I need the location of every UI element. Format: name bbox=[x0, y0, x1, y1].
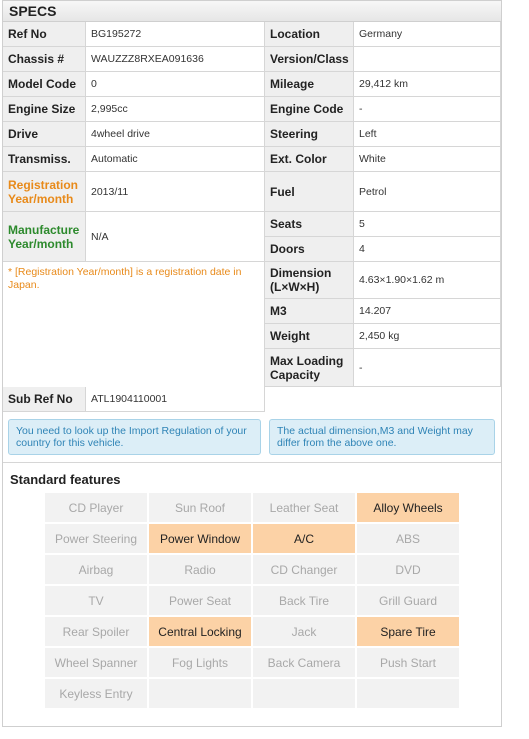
mileage-value: 29,412 km bbox=[354, 72, 501, 97]
registration-note: * [Registration Year/month] is a registration date in Japan. bbox=[3, 262, 265, 387]
fuel-label: Fuel bbox=[265, 172, 354, 212]
doors-label: Doors bbox=[265, 237, 354, 262]
weight-label: Weight bbox=[265, 324, 354, 349]
registration-value: 2013/11 bbox=[86, 172, 265, 212]
transmission-value: Automatic bbox=[86, 147, 265, 172]
steering-label: Steering bbox=[265, 122, 354, 147]
engine-size-label: Engine Size bbox=[3, 97, 86, 122]
version-class-label: Version/Class bbox=[265, 47, 354, 72]
version-class-value bbox=[354, 47, 501, 72]
feature-item: CD Changer bbox=[252, 554, 356, 585]
feature-item: CD Player bbox=[44, 492, 148, 523]
features-title: Standard features bbox=[10, 472, 121, 487]
location-value: Germany bbox=[354, 22, 501, 47]
feature-item: Power Seat bbox=[148, 585, 252, 616]
manufacture-label: Manufacture Year/month bbox=[3, 212, 86, 262]
seats-label: Seats bbox=[265, 212, 354, 237]
mileage-label: Mileage bbox=[265, 72, 354, 97]
chassis-label: Chassis # bbox=[3, 47, 86, 72]
model-code-label: Model Code bbox=[3, 72, 86, 97]
m3-value: 14.207 bbox=[354, 299, 501, 324]
feature-item: A/C bbox=[252, 523, 356, 554]
ref-no-label: Ref No bbox=[3, 22, 86, 47]
fuel-value: Petrol bbox=[354, 172, 501, 212]
feature-item: Rear Spoiler bbox=[44, 616, 148, 647]
feature-item: Grill Guard bbox=[356, 585, 460, 616]
feature-item: Alloy Wheels bbox=[356, 492, 460, 523]
drive-value: 4wheel drive bbox=[86, 122, 265, 147]
engine-code-label: Engine Code bbox=[265, 97, 354, 122]
ext-color-value: White bbox=[354, 147, 501, 172]
max-loading-label: Max Loading Capacity bbox=[265, 349, 354, 387]
feature-item bbox=[148, 678, 252, 709]
feature-item: Power Steering bbox=[44, 523, 148, 554]
dimension-label: Dimension (L×W×H) bbox=[265, 262, 354, 299]
feature-item: Fog Lights bbox=[148, 647, 252, 678]
drive-label: Drive bbox=[3, 122, 86, 147]
feature-item: Push Start bbox=[356, 647, 460, 678]
feature-item: Sun Roof bbox=[148, 492, 252, 523]
section-divider bbox=[3, 462, 501, 463]
feature-item: Leather Seat bbox=[252, 492, 356, 523]
feature-item: Airbag bbox=[44, 554, 148, 585]
feature-item: Power Window bbox=[148, 523, 252, 554]
doors-value: 4 bbox=[354, 237, 501, 262]
import-regulation-notice: You need to look up the Import Regulation of your country for this vehicle. bbox=[8, 419, 261, 455]
chassis-value: WAUZZZ8RXEA091636 bbox=[86, 47, 265, 72]
engine-size-value: 2,995cc bbox=[86, 97, 265, 122]
dimension-notice: The actual dimension,M3 and Weight may differ from the above one. bbox=[269, 419, 495, 455]
feature-item bbox=[252, 678, 356, 709]
feature-item: Wheel Spanner bbox=[44, 647, 148, 678]
manufacture-value: N/A bbox=[86, 212, 265, 262]
feature-item: Jack bbox=[252, 616, 356, 647]
feature-item: ABS bbox=[356, 523, 460, 554]
ref-no-value: BG195272 bbox=[86, 22, 265, 47]
engine-code-value: - bbox=[354, 97, 501, 122]
registration-label: Registration Year/month bbox=[3, 172, 86, 212]
feature-item: TV bbox=[44, 585, 148, 616]
weight-value: 2,450 kg bbox=[354, 324, 501, 349]
transmission-label: Transmiss. bbox=[3, 147, 86, 172]
m3-label: M3 bbox=[265, 299, 354, 324]
sub-ref-no-value: ATL1904110001 bbox=[86, 387, 265, 412]
sub-ref-no-label: Sub Ref No bbox=[3, 387, 86, 412]
feature-item bbox=[356, 678, 460, 709]
feature-item: Keyless Entry bbox=[44, 678, 148, 709]
ext-color-label: Ext. Color bbox=[265, 147, 354, 172]
feature-item: Spare Tire bbox=[356, 616, 460, 647]
location-label: Location bbox=[265, 22, 354, 47]
feature-item: Radio bbox=[148, 554, 252, 585]
feature-item: Back Tire bbox=[252, 585, 356, 616]
dimension-value: 4.63×1.90×1.62 m bbox=[354, 262, 501, 299]
steering-value: Left bbox=[354, 122, 501, 147]
feature-item: Back Camera bbox=[252, 647, 356, 678]
model-code-value: 0 bbox=[86, 72, 265, 97]
specs-header: SPECS bbox=[3, 1, 501, 22]
feature-item: DVD bbox=[356, 554, 460, 585]
max-loading-value: - bbox=[354, 349, 501, 387]
seats-value: 5 bbox=[354, 212, 501, 237]
feature-item: Central Locking bbox=[148, 616, 252, 647]
